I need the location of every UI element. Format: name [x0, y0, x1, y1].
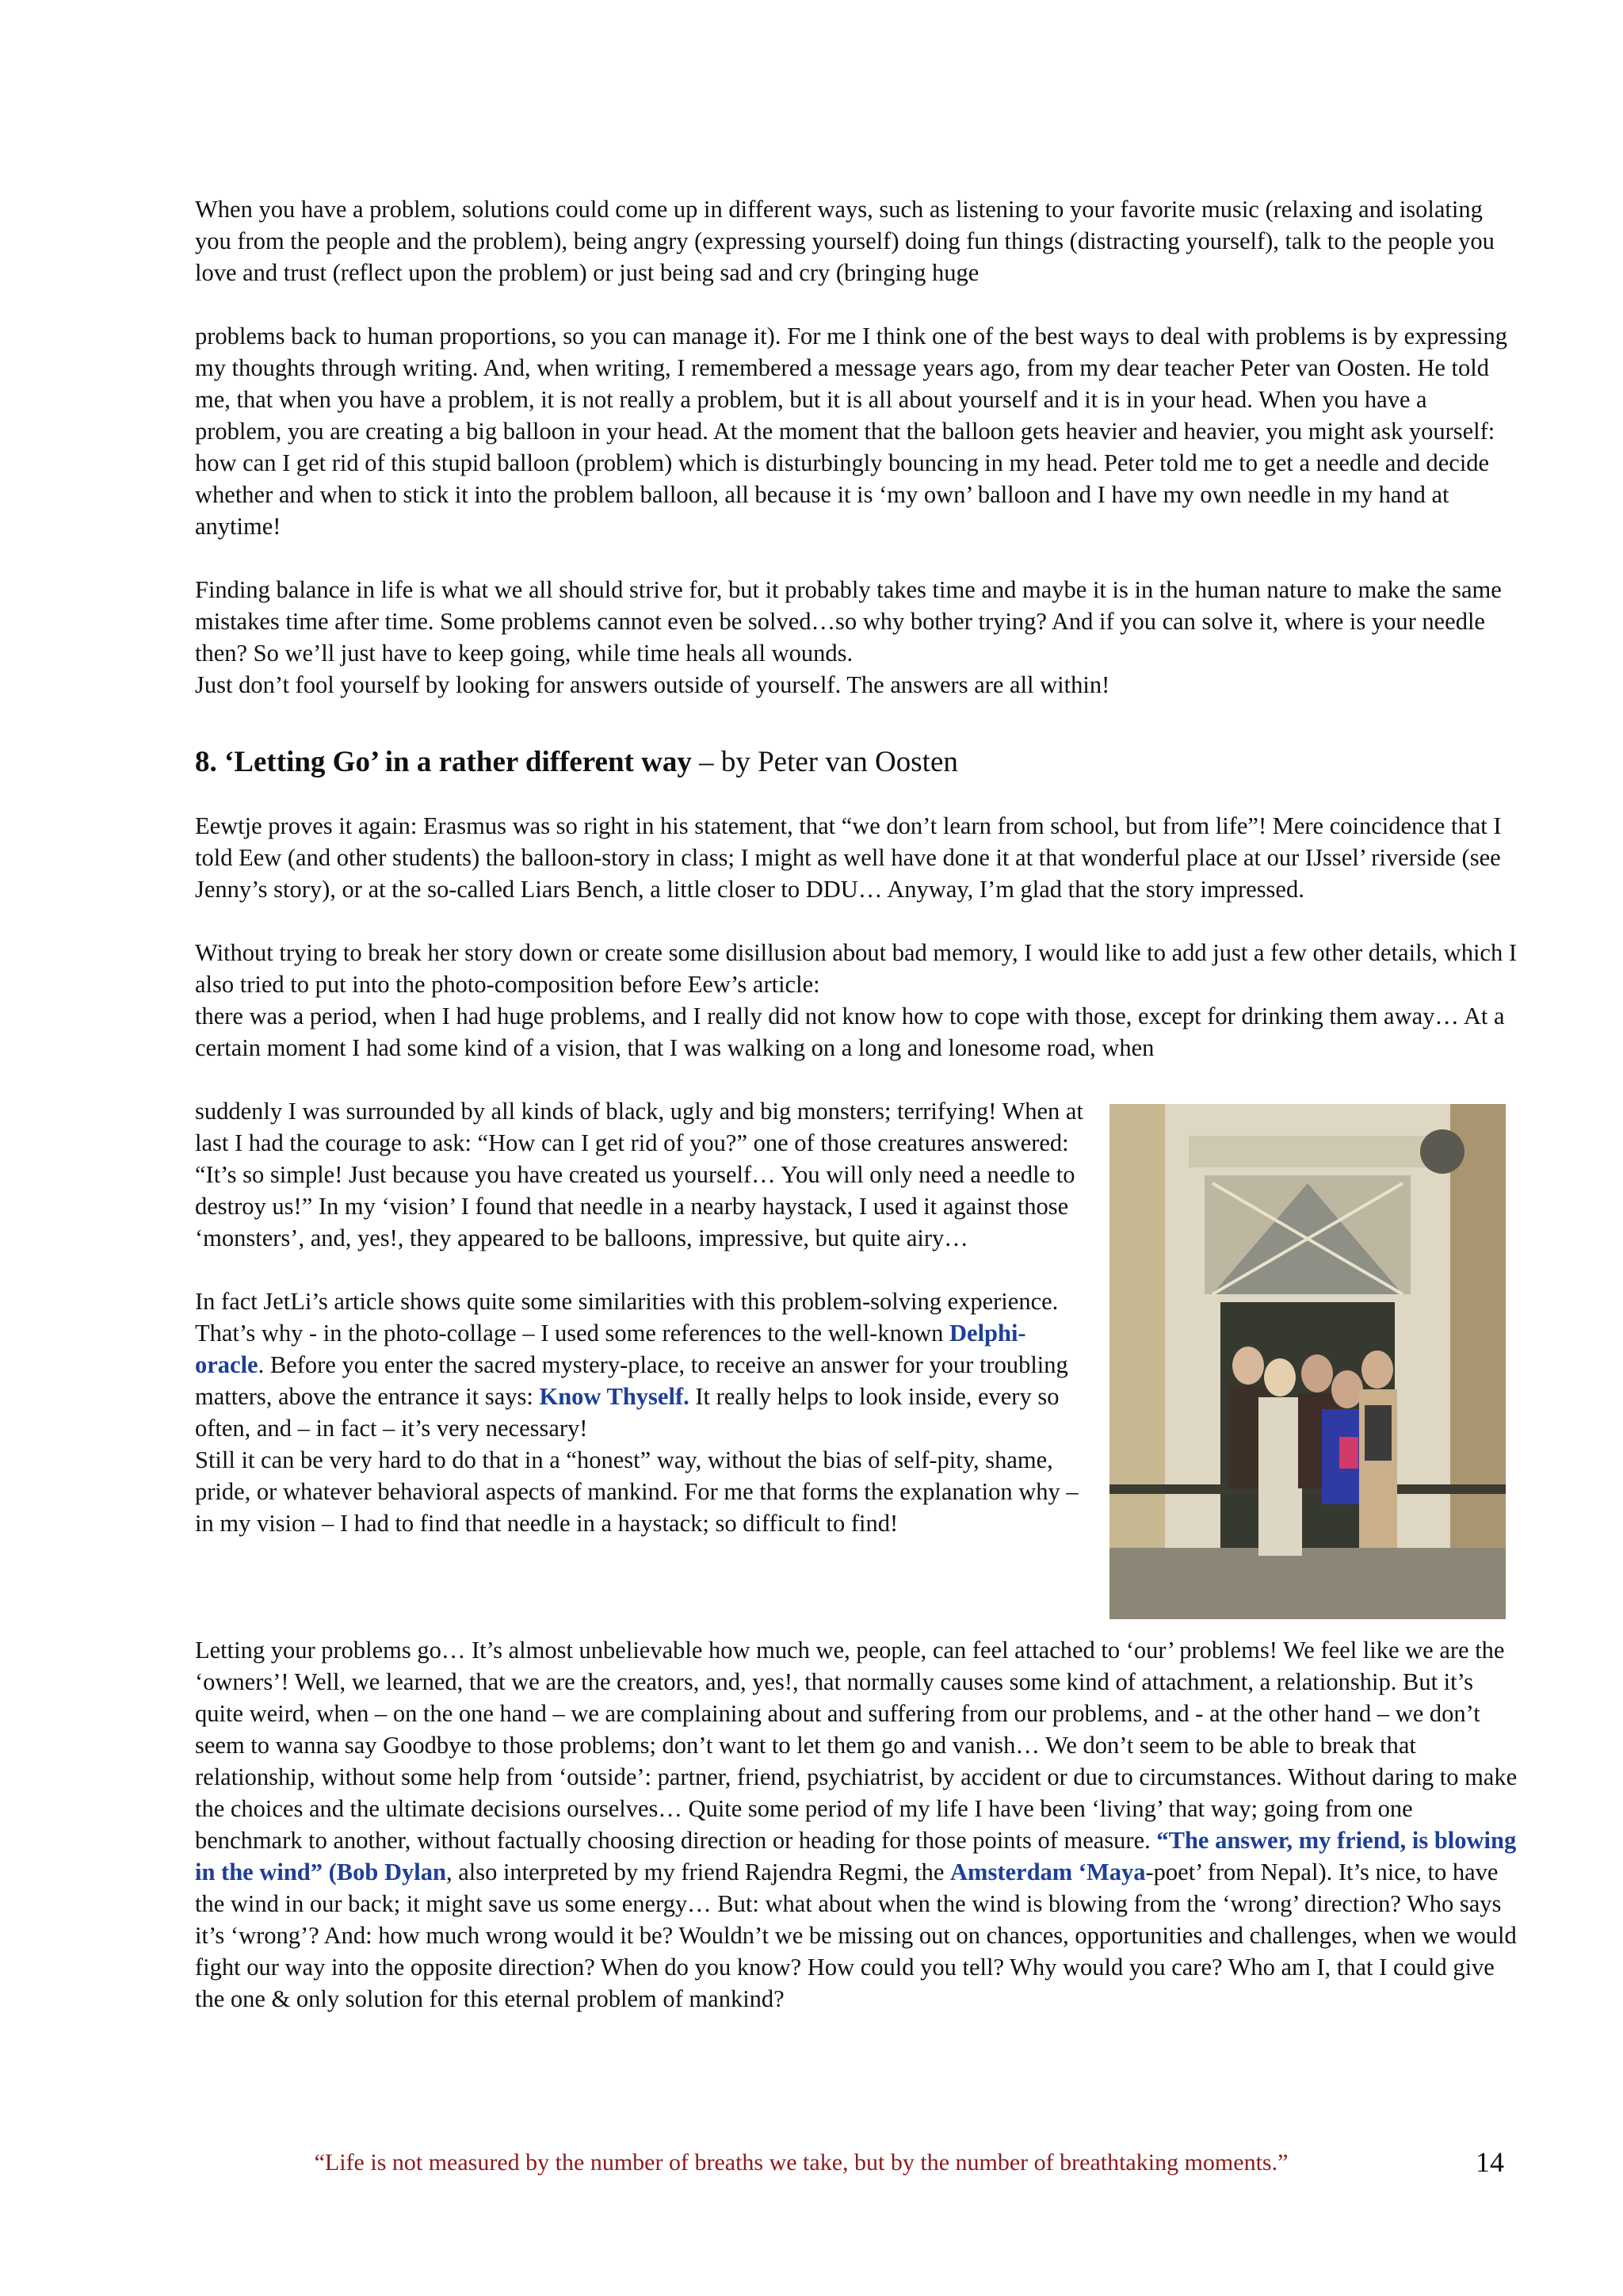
paragraph-7: Still it can be very hard to do that in a “honest” way, without the bias of self-pity, shame, pride, or whatever behavioral aspects of mankind. For me that forms the explanation why – in my vision – I had to find that needle in a haystack; so difficult to find! — [195, 1446, 1079, 1537]
paragraph-1: When you have a problem, solutions could come up in different ways, such as listening to your favorite music (relaxing and isolating you from the people and the problem), being angry (expressing yourself) doing fun things (distracting yourself), talk to the people you love and trust (reflect upon the problem) or just being sad and cry (bringing huge — [195, 196, 1495, 286]
quote-bob-dylan: “The answer, my friend, is blowing in the wind” (Bob Dylan — [195, 1827, 1517, 1885]
link-know-thyself: Know Thyself. — [539, 1383, 689, 1410]
paragraph-5b: there was a period, when I had huge problems, and I really did not know how to cope with those, except for drinking them away… At a certain moment I had some kind of a vision, that I was walking on a long and lonesome road, when — [195, 1003, 1505, 1061]
link-delphi-oracle: Delphi-oracle — [195, 1320, 1026, 1378]
paragraph-2: problems back to human proportions, so you can manage it). For me I think one of the best ways to deal with problems is by expressing my thoughts through writing. And, when writing, I remembered a message years ago, from my dear teacher Peter van Oosten. He told me, that when you have a problem, it is not really a problem, but it is all about yourself and it is in your head. When you have a problem, you are creating a big balloon in your head. At the moment that the balloon gets heavier and heavier, you might ask yourself: how can I get rid of this stupid balloon (problem) which is disturbingly bouncing in my head. Peter told me to get a needle and decide whether and when to stick it into the problem balloon, all because it is ‘my own’ balloon and I have my own needle in my hand at anytime! — [195, 323, 1508, 540]
body-text-bottom — [195, 1634, 1518, 2015]
page-number: 14 — [1476, 2146, 1504, 2178]
footer-quote: “Life is not measured by the number of breaths we take, but by the number of breathtaking moments.” — [314, 2149, 1289, 2176]
section-heading — [195, 743, 1518, 781]
paragraph-5a: Without trying to break her story down or create some disillusion about bad memory, I would like to add just a few other details, which I also tried to put into the photo-composition before Eew’s article: — [195, 939, 1517, 998]
paragraph-6: In fact JetLi’s article shows quite some similarities with this problem-solving experience. That’s why - in the photo-collage – I used some references to the well-known Delphi-oracle. Before you enter the sacred mystery-place, to receive an answer for your troubling matters, above the entrance it says: Know Thyself. It really helps to look inside, every so often, and – in fact – it’s very necessary! — [195, 1288, 1068, 1442]
link-amsterdam-maya: Amsterdam ‘Maya — [950, 1859, 1146, 1885]
body-text-wrapped — [195, 1095, 1090, 1539]
section-title: 8. ‘Letting Go’ in a rather different way – by Peter van Oosten — [195, 746, 958, 778]
group-photo — [1109, 1104, 1506, 1619]
paragraph-5c: suddenly I was surrounded by all kinds of black, ugly and big monsters; terrifying! When at last I had the courage to ask: “How can I get rid of you?” one of those creatures answered: “It’s so simple! Just because you have created us yourself… You will only need a needle to destroy us!” In my ‘vision’ I found that needle in a nearby haystack, I used it against those ‘monsters’, and, yes!, they appeared to be balloons, impressive, but quite airy… — [195, 1098, 1083, 1251]
paragraph-4: Eewtje proves it again: Erasmus was so right in his statement, that “we don’t learn from school, but from life”! Mere coincidence that I told Eew (and other students) the balloon-story in class; I might as well have done it at that wonderful place at our IJssel’ riverside (see Jenny’s story), or at the so-called Liars Bench, a little closer to DDU… Anyway, I’m glad that the story impressed. — [195, 812, 1502, 903]
paragraph-3b: Just don’t fool yourself by looking for answers outside of yourself. The answers are all within! — [195, 671, 1110, 698]
paragraph-3: Finding balance in life is what we all should strive for, but it probably takes time and maybe it is in the human nature to make the same mistakes time after time. Some problems cannot even be solved…so why bother trying? And if you can solve it, where is your needle then? So we’ll just have to keep going, while time heals all wounds. — [195, 576, 1502, 667]
body-text-section — [195, 810, 1518, 1064]
paragraph-8: Letting your problems go… It’s almost unbelievable how much we, people, can feel attached to ‘our’ problems! We feel like we are the ‘owners’! Well, we learned, that we are the creators, and, yes!, that normally causes some kind of attachment, a relationship. But it’s quite weird, when – on the one hand – we are complaining about and suffering from our problems, and - at the other hand – we don’t seem to wanna say Goodbye to those problems; don’t want to let them go and vanish… We don’t seem to be able to break that relationship, without some help from ‘outside’: partner, friend, psychiatrist, by accident or due to circumstances. Without daring to make the choices and the ultimate decisions ourselves… Quite some period of my life I have been ‘living’ that way; going from one benchmark to another, without factually choosing direction or heading for those points of measure. “The answer, my friend, is blowing in the wind” (Bob Dylan, also interpreted by my friend Rajendra Regmi, the Amsterdam ‘Maya-poet’ from Nepal). It’s nice, to have the wind in our back; it might save us some energy… But: what about when the wind is blowing from the ‘wrong’ direction? Who says it’s ‘wrong’? And: how much wrong would it be? Wouldn’t we be missing out on chances, opportunities and challenges, when we would fight our way into the opposite direction? When do you know? How could you tell? Why would you care? Who am I, that I could give the one & only solution for this eternal problem of mankind? — [195, 1637, 1518, 2012]
body-text-top — [195, 193, 1518, 701]
